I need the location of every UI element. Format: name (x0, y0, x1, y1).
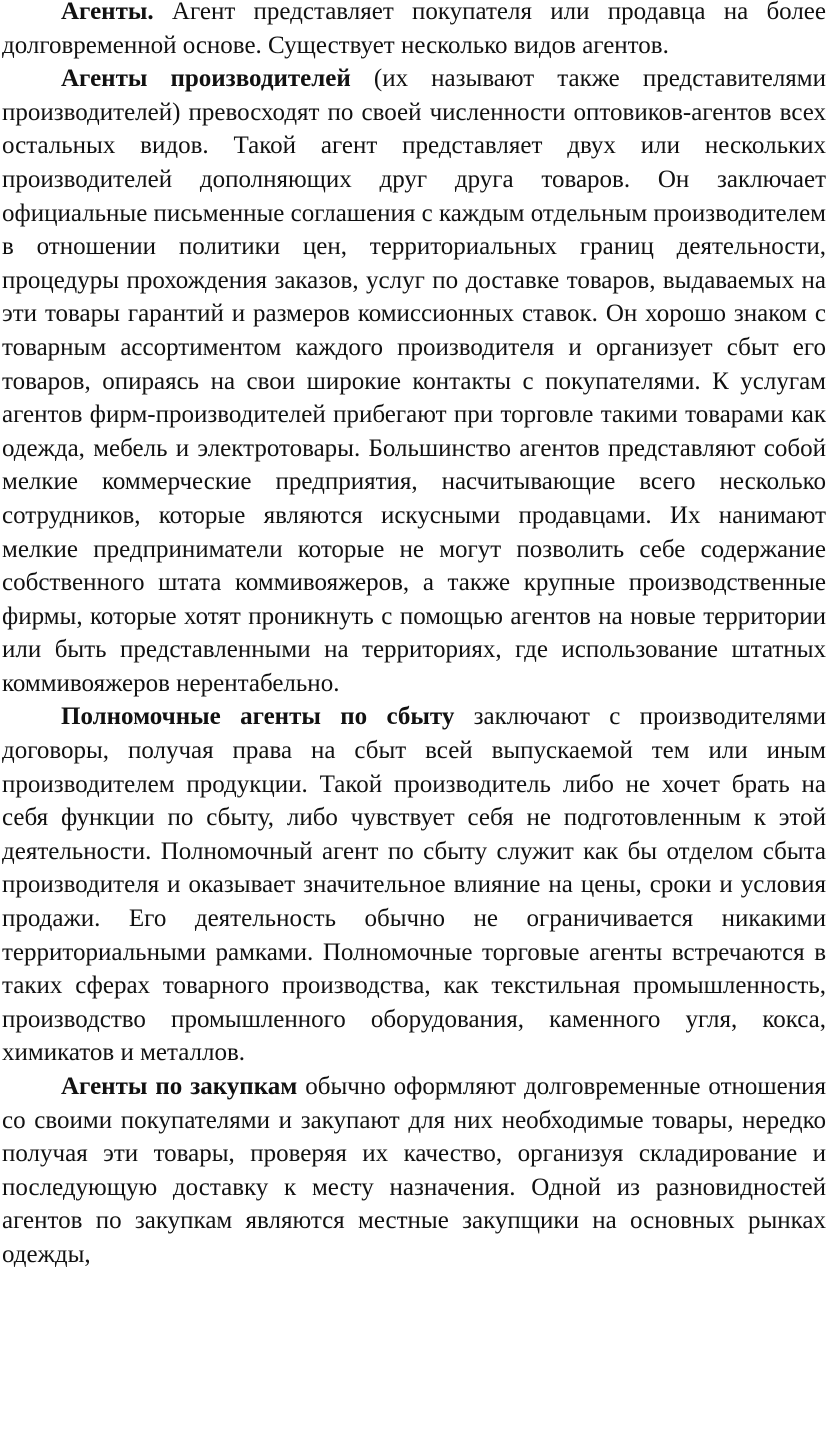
paragraph-purchasing-agents (2, 1070, 826, 1272)
paragraph-agents (2, 0, 826, 62)
paragraph-purchasing-agents-text: обычно оформляют долговременные отношения со своими покупателями и закупают для них необходимые товары, нередко получая эти товары, проверяя их качество, организуя складирование и последующую доставку к месту назначения. Одной из разновидностей агентов по закупкам являются местные закупщики на основных рынках одежды, (2, 1073, 826, 1268)
term-selling-agents: Полномочные агенты по сбыту (61, 703, 455, 731)
paragraph-manufacturers-agents (2, 62, 826, 700)
paragraph-agents-text: Агент представляет покупателя или продавца на более долговременной основе. Существует несколько видов агентов. (2, 0, 826, 59)
term-purchasing-agents: Агенты по закупкам (61, 1073, 298, 1100)
term-agents: Агенты. (61, 0, 154, 25)
paragraph-manufacturers-agents-text: (их называют также представителями производителей) превосходят по своей численности оптовиков-агентов всех остальных видов. Такой агент представляет двух или нескольких производителей дополняющих друг друга товаров. Он заключает официальные письменные соглашения с каждым отдельным производителем в отношении политики цен, территориальных границ деятельности, процедуры прохождения заказов, услуг по доставке товаров, выдаваемых на эти товары гарантий и размеров комиссионных ставок. Он хорошо знаком с товарным ассортиментом каждого производителя и организует сбыт его товаров, опираясь на свои широкие контакты с покупателями. К услугам агентов фирм-производителей прибегают при торговле такими товарами как одежда, мебель и электротовары. Большинство агентов представляют собой мелкие коммерческие предприятия, насчитывающие всего несколько сотрудников, которые являются искусными продавцами. Их нанимают мелкие предприниматели которые не могут позволить себе содержание собственного штата коммивояжеров, а также крупные производственные фирмы, которые хотят проникнуть с помощью агентов на новые территории или быть представленными на территориях, где использование штатных коммивояжеров нерентабельно. (2, 65, 827, 697)
paragraph-selling-agents (2, 700, 826, 1070)
term-manufacturers-agents: Агенты производителей (61, 65, 351, 93)
paragraph-selling-agents-text: заключают с производителями договоры, получая права на сбыт всей выпускаемой тем или иным производителем продукции. Такой производитель либо не хочет брать на себя функции по сбыту, либо чувствует себя не подготовленным к этой деятельности. Полномочный агент по сбыту служит как бы отделом сбыта производителя и оказывает значительное влияние на цены, сроки и условия продажи. Его деятельность обычно не ограничивается никакими территориальными рамками. Полномочные торговые агенты встречаются в таких сферах товарного производства, как текстильная промышленность, производство промышленного оборудования, каменного угля, кокса, химикатов и металлов. (2, 703, 827, 1067)
